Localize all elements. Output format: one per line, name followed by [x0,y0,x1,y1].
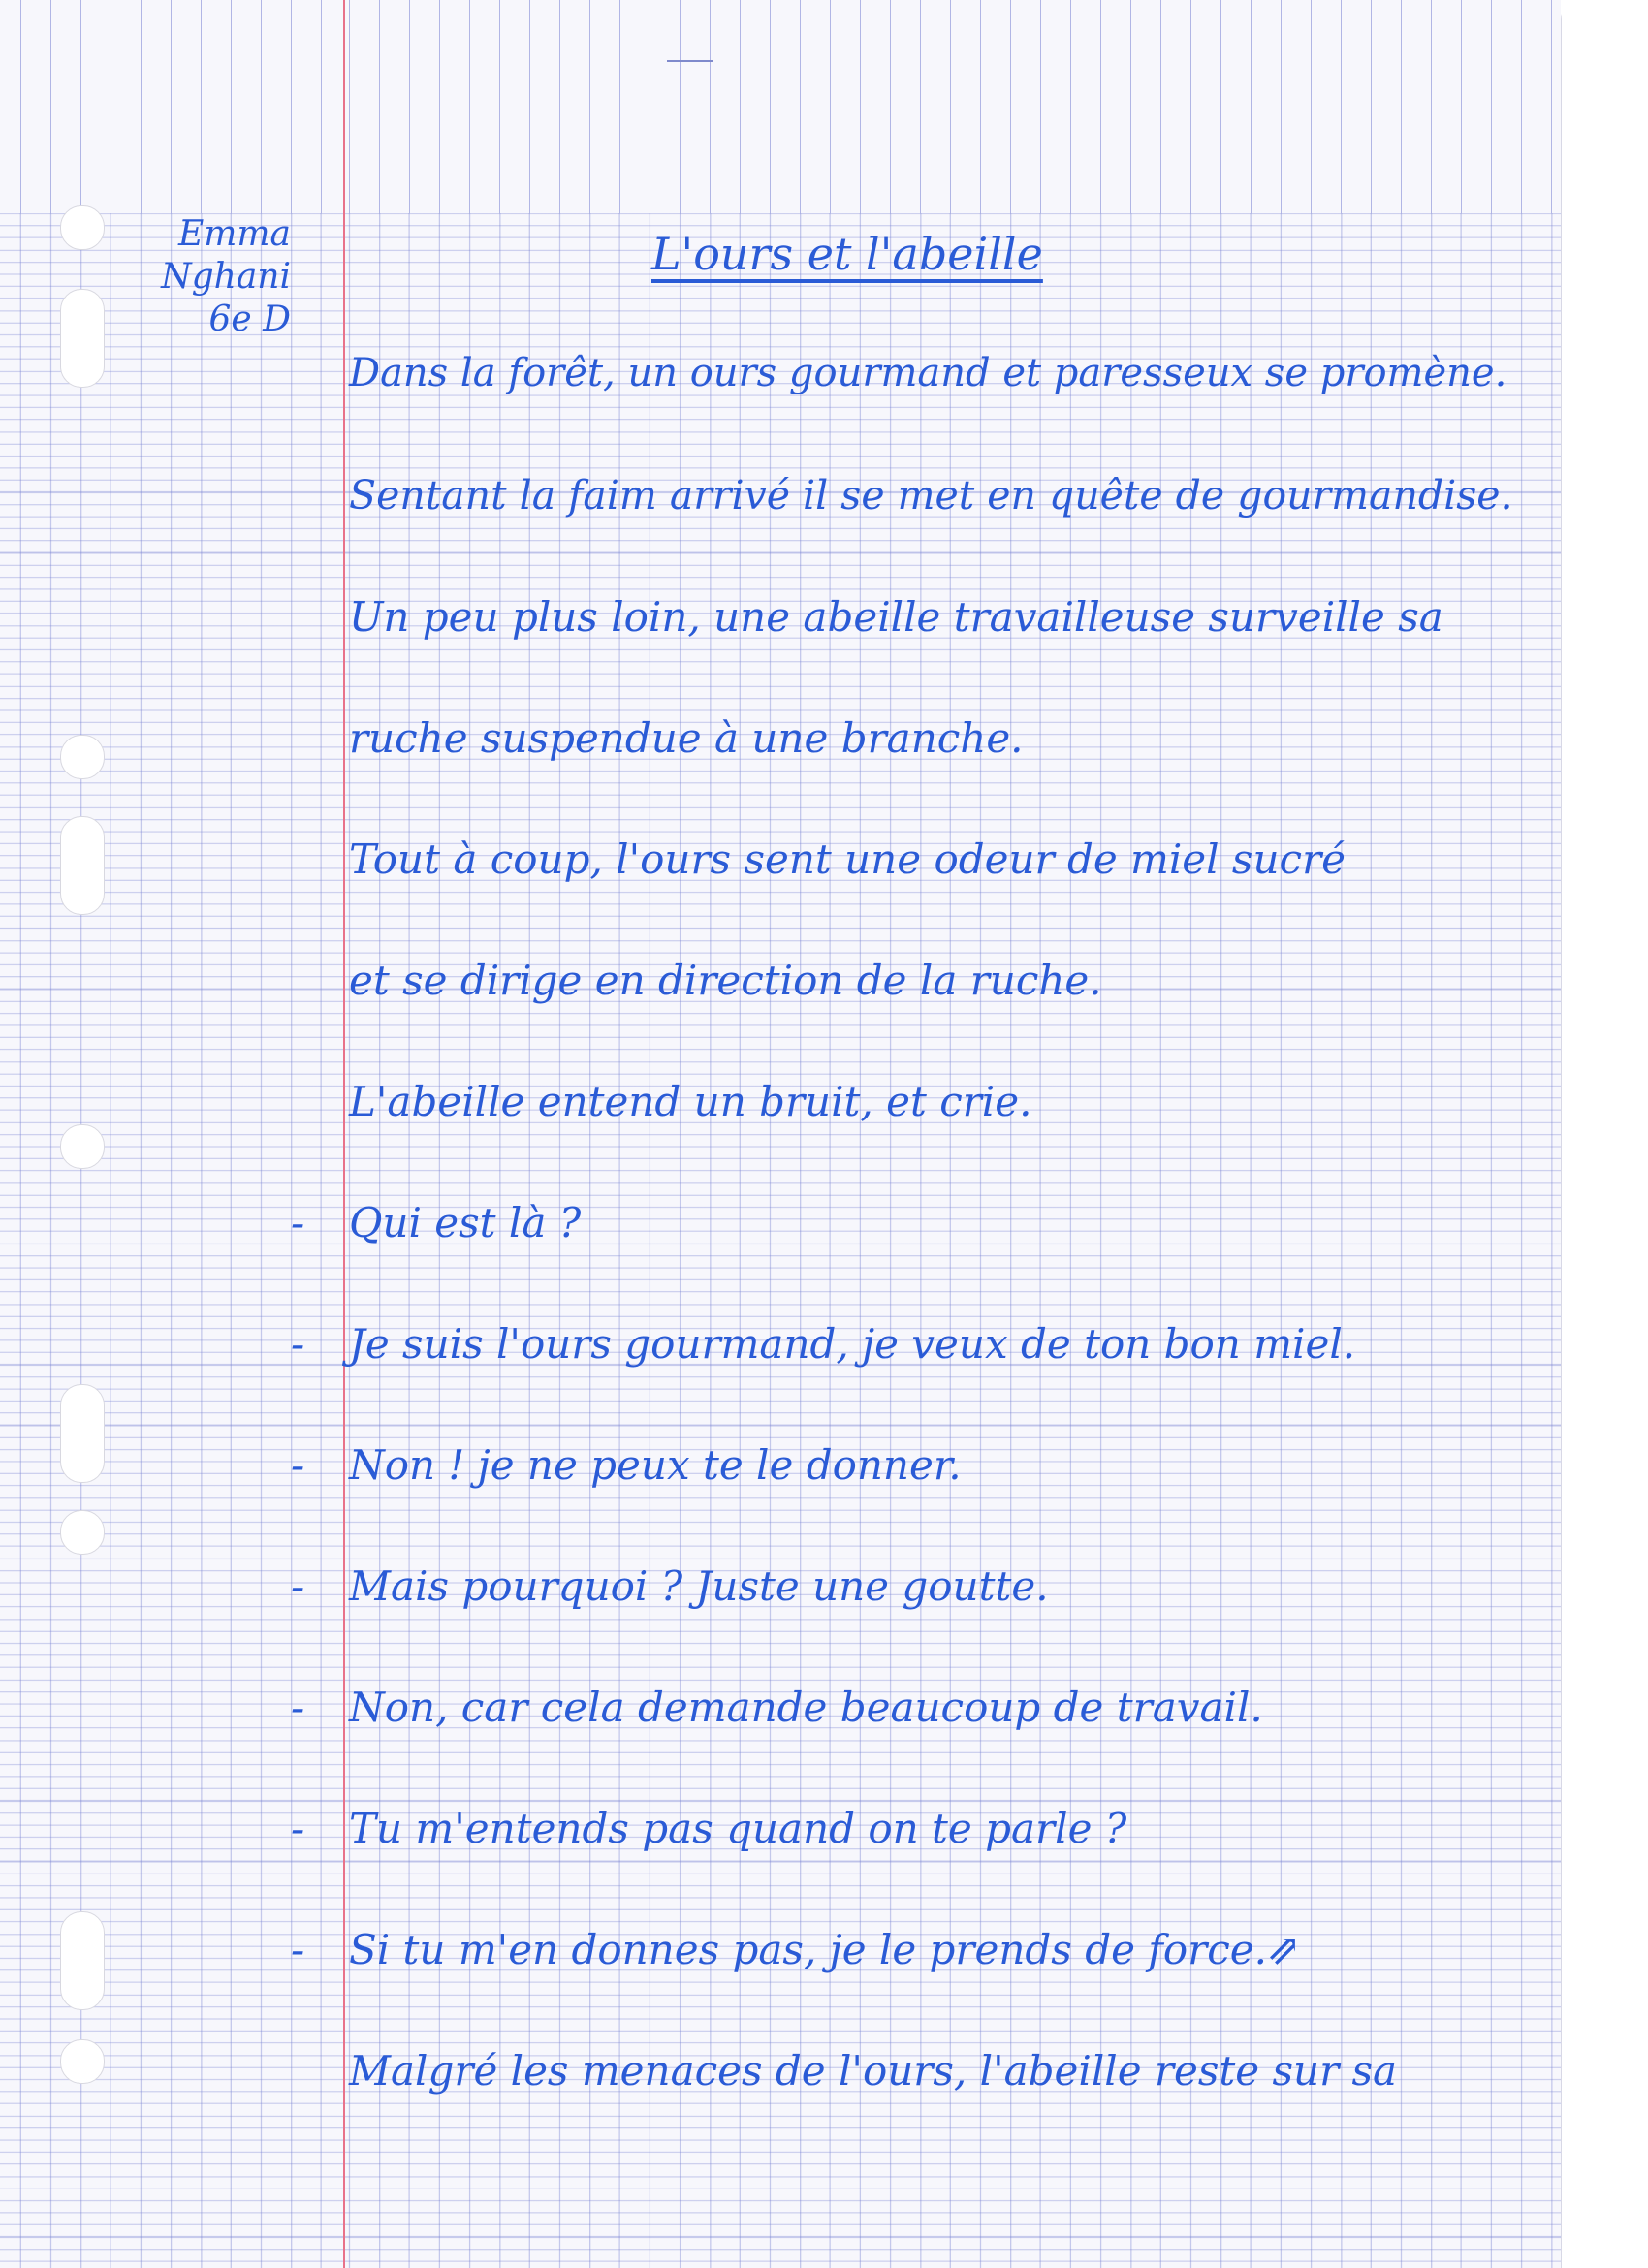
dialogue-line: Qui est là ? [349,1199,582,1246]
story-line: Tout à coup, l'ours sent une odeur de miel sucré [349,835,1346,883]
student-class: 6e D [208,299,291,339]
story-title: L'ours et l'abeille [651,228,1043,280]
top-mark [667,60,713,62]
punch-hole [60,205,105,250]
dialogue-line: Mais pourquoi ? Juste une goutte. [349,1562,1049,1610]
dialogue-dash: - [291,1805,305,1852]
dialogue-line: Non, car cela demande beaucoup de travail. [349,1684,1263,1731]
dialogue-dash: - [291,1684,305,1731]
dialogue-line: Si tu m'en donnes pas, je le prends de force.⇗ [349,1926,1302,1973]
dialogue-dash: - [291,1562,305,1610]
story-line: et se dirige en direction de la ruche. [349,957,1102,1004]
story-line: Un peu plus loin, une abeille travailleuse surveille sa [349,593,1443,641]
story-line: ruche suspendue à une branche. [349,714,1024,762]
dialogue-line: Je suis l'ours gourmand, je veux de ton bon miel. [349,1320,1356,1368]
story-line: L'abeille entend un bruit, et crie. [349,1078,1032,1125]
punch-hole [60,816,105,915]
punch-hole [60,289,105,388]
dialogue-dash: - [291,1199,305,1246]
margin-line [343,0,345,2268]
student-info [136,213,291,341]
punch-hole [60,1124,105,1169]
dialogue-dash: - [291,1320,305,1368]
dialogue-dash: - [291,1926,305,1973]
punch-hole [60,1384,105,1483]
student-first-name: Emma [177,214,291,254]
story-line: Dans la forêt, un ours gourmand et paresseux se promène. [349,351,1507,395]
dialogue-dash: - [291,1441,305,1489]
story-line: Sentant la faim arrivé il se met en quête de gourmandise. [349,472,1513,519]
story-line: Malgré les menaces de l'ours, l'abeille reste sur sa [349,2047,1398,2095]
dialogue-line: Non ! je ne peux te le donner. [349,1441,962,1489]
punch-hole [60,2039,105,2084]
punch-hole [60,1510,105,1555]
punch-hole [60,735,105,779]
student-last-name: Nghani [161,257,291,297]
dialogue-line: Tu m'entends pas quand on te parle ? [349,1805,1127,1852]
punch-hole [60,1911,105,2010]
